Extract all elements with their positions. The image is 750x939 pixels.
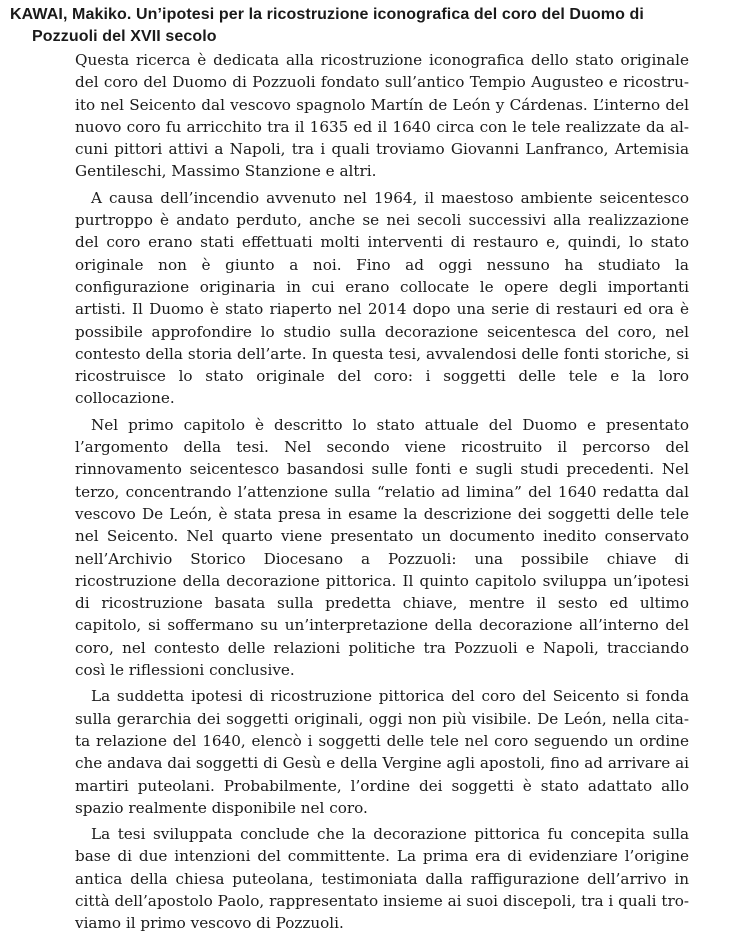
paragraph-1: Questa ricerca è dedicata alla ricostruzione iconografica dello stato originale del coro del Duomo di Pozzuoli fondato sull’antico Tempio Augusteo e ricostruito nel Seicento dal vescovo spagnolo Martín de León y Cárdenas. L’interno del nuovo coro fu arricchito tra il 1635 ed il 1640 circa con le tele realizzate da alcuni pittori attivi a Napoli, tra i quali troviamo Giovanni Lanfranco, Artemisia Gentileschi, Massimo Stanzione e altri. (75, 51, 689, 181)
paragraph-2: A causa dell’incendio avvenuto nel 1964, il maestoso ambiente seicentesco purtroppo è andato perduto, anche se nei secoli successivi alla realizzazione del coro erano stati effettuati molti interventi di restauro e, quindi, lo stato originale non è giunto a noi. Fino ad oggi nessuno ha studiato la configurazione originaria in cui erano collocate le opere degli importanti artisti. Il Duomo è stato riaperto nel 2014 dopo una serie di restauri ed ora è possibile approfondire lo studio sulla decorazione seicentesca del coro, nel contesto della storia dell’arte. In questa tesi, avvalendosi delle fonti storiche, si ricostruisce lo stato originale del coro: i soggetti delle tele e la loro collocazione. (75, 188, 689, 408)
paragraph-4: La suddetta ipotesi di ricostruzione pittorica del coro del Seicento si fonda sulla gerarchia dei soggetti originali, oggi non più visibile. De León, nella citata relazione del 1640, elencò i soggetti delle tele nel coro seguendo un ordine che andava dai soggetti di Gesù e della Vergine agli apostoli, fino ad arrivare ai martiri puteolani. Probabilmente, l’ordine dei soggetti è stato adattato allo spazio realmente disponibile nel coro. (75, 687, 689, 817)
abstract-body (75, 49, 689, 939)
author-title-line-1: KAWAI, Makiko. Un’ipotesi per la ricostruzione iconografica del coro del Duomo di (10, 6, 644, 23)
paragraph-3: Nel primo capitolo è descritto lo stato attuale del Duomo e presentato l’argomento della tesi. Nel secondo viene ricostruito il percorso del rinnovamento seicentesco basandosi sulle fonti e sugli studi precedenti. Nel terzo, concentrando l’attenzione sulla “relatio ad limina” del 1640 redatta dal vescovo De León, è stata presa in esame la descrizione dei soggetti delle tele nel Seicento. Nel quarto viene presentato un documento inedito conservato nell’Archivio Storico Diocesano a Pozzuoli: una possibile chiave di ricostruzione della decorazione pittorica. Il quinto capitolo sviluppa un’ipotesi di ricostruzione basata sulla predetta chiave, mentre il sesto ed ultimo capitolo, si soffermano su un’interpretazione della decorazione all’interno del coro, nel contesto delle relazioni politiche tra Pozzuoli e Napoli, tracciando così le riflessioni conclusive. (75, 415, 689, 680)
author-title-line-2: Pozzuoli del XVII secolo (32, 28, 217, 45)
paragraph-5: La tesi sviluppata conclude che la decorazione pittorica fu concepita sulla base di due intenzioni del committente. La prima era di evidenziare l’origine antica della chiesa puteolana, testimoniata dalla raffigurazione dell’arrivo in città dell’apostolo Paolo, rappresentato insieme ai suoi discepoli, tra i quali troviamo il primo vescovo di Pozzuoli. (75, 825, 689, 933)
entry-heading (10, 4, 710, 48)
